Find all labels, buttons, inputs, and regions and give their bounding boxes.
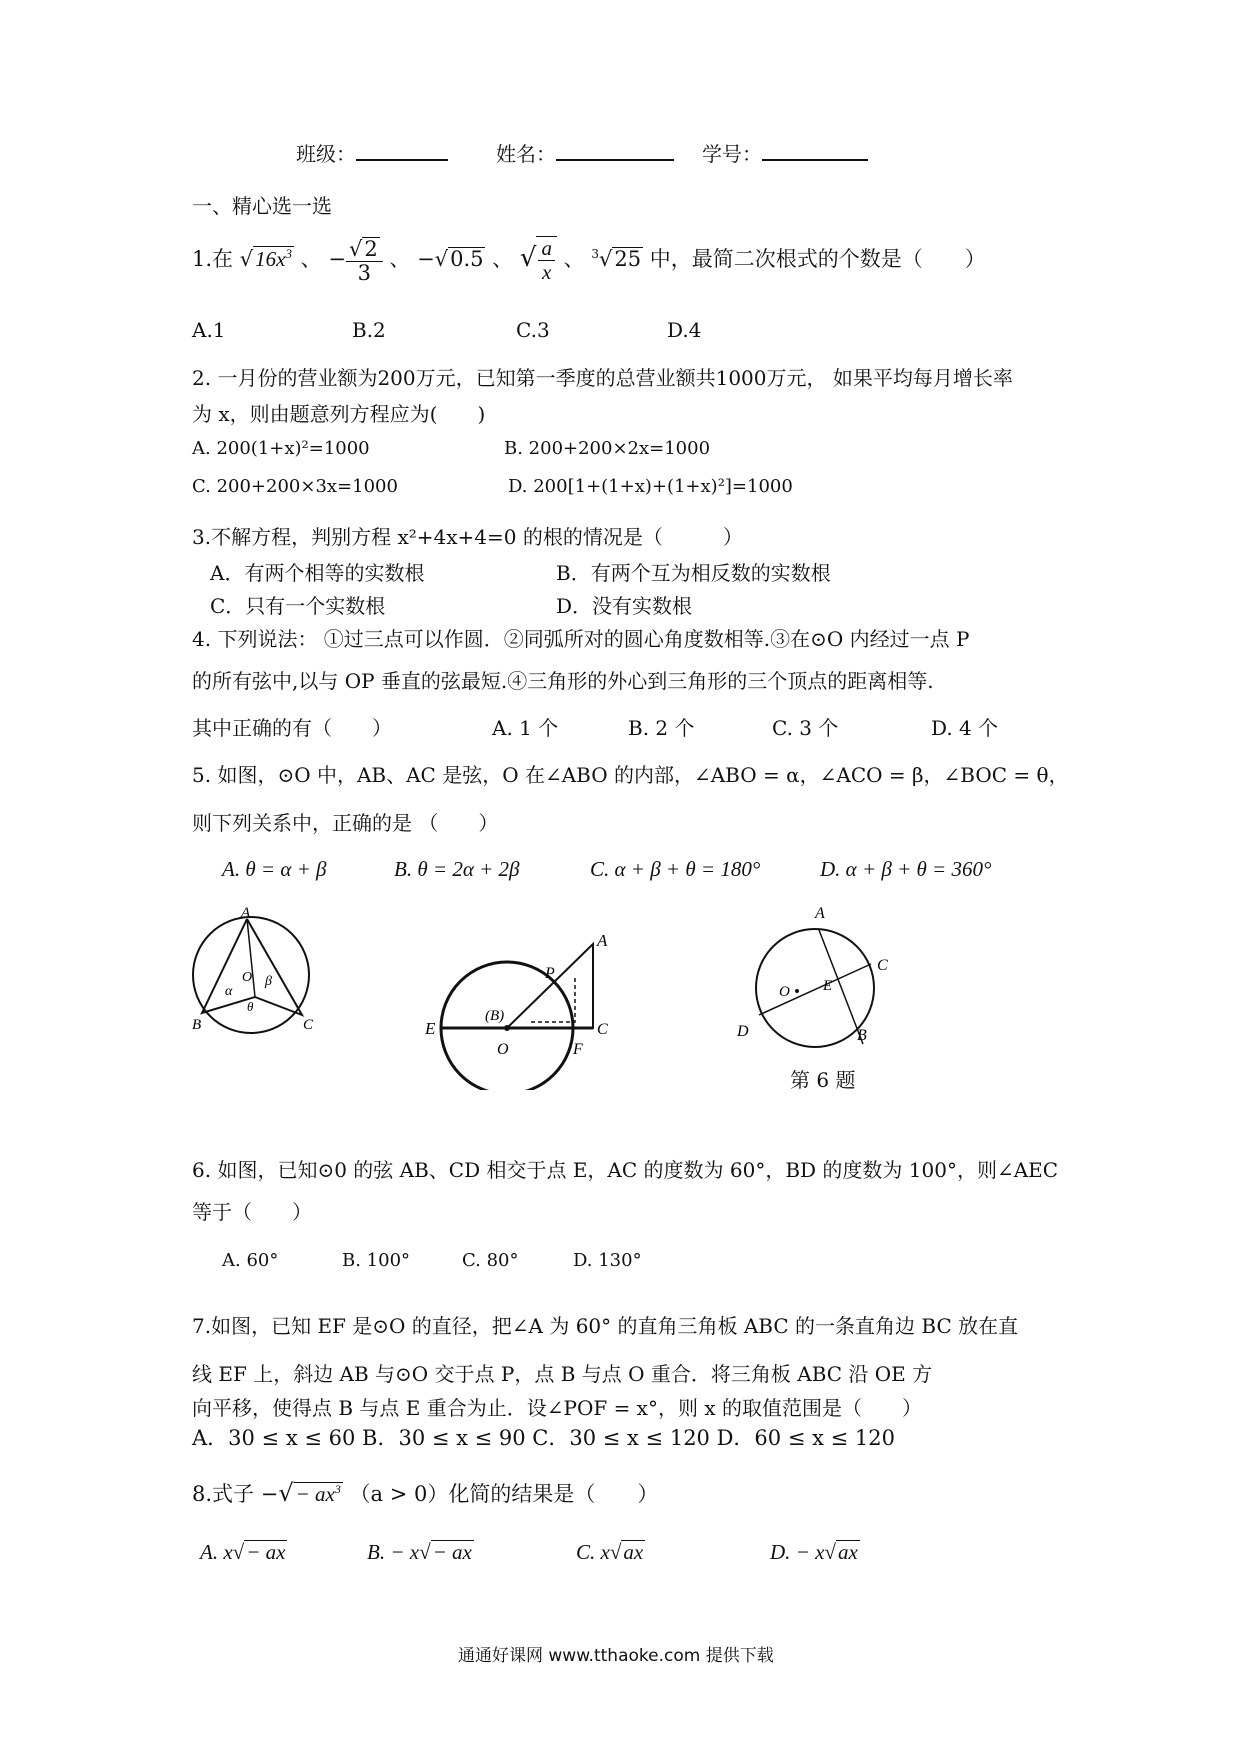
header-name [496,138,674,167]
fig3-label-c: C [877,957,888,974]
q4-line1: 4. 下列说法： ①过三点可以作圆．②同弧所对的圆心角度数相等.③在⊙O 内经过一点 P [192,627,970,651]
q5-option-c[interactable]: C. α + β + θ = 180° [590,857,761,881]
radical-16x3: $√16x^3$ [239,246,292,272]
figure-circle-triangle [185,905,330,1050]
q7-options[interactable]: A．30 ≤ x ≤ 60 B．30 ≤ x ≤ 90 C．30 ≤ x ≤ 120 D．60 ≤ x ≤ 120 [192,1426,895,1450]
fig1-label-b: B [192,1017,202,1033]
name-label: 姓名： [496,142,556,166]
question-8: 8.式子 −√− $ax^3$ （a > 0）化简的结果是（ ） [192,1479,659,1507]
q4-option-d[interactable]: D. 4 个 [931,716,999,740]
q6-line2: 等于（ ） [192,1200,312,1224]
q6-option-a[interactable]: A. 60° [222,1250,279,1271]
question-1: 1.在 $√16x^3$ 、 − $\frac{√2}{3}$ 、 −√0.5 、 √ $\frac{a}{x}$ 、 $^3$√25 中，最简二次根式的个数是（ ） [192,236,986,285]
cube-root-25: 25 [614,247,642,272]
figure-6-caption: 第 6 题 [790,1068,856,1092]
fig2-label-c: C [597,1021,608,1038]
fig3-label-e: E [823,978,833,994]
fig1-label-beta: β [265,974,272,989]
q1-option-c[interactable]: C.3 [516,318,550,342]
q7-line1: 7.如图，已知 EF 是⊙O 的直径，把∠A 为 60° 的直角三角板 ABC 的一条直角边 BC 放在直 [192,1314,1019,1338]
q2-option-c[interactable]: C. 200+200×3x=1000 [192,476,398,497]
q4-line2: 的所有弦中,以与 OP 垂直的弦最短.④三角形的外心到三角形的三个顶点的距离相等. [192,669,934,693]
q8-option-c[interactable]: C. x√ax [576,1540,644,1564]
section-title: 一、精心选一选 [192,194,332,218]
id-blank[interactable] [762,141,868,161]
q4-option-c[interactable]: C. 3 个 [772,716,839,740]
q7-line3: 向平移，使得点 B 与点 E 重合为止．设∠POF = x°，则 x 的取值范围是（ ） [192,1396,922,1420]
q4-line3: 其中正确的有（ ） [192,716,392,740]
fig2-label-p: P [545,965,555,982]
fig1-label-alpha: α [225,984,233,999]
name-blank[interactable] [556,141,674,161]
figure-circle-setsquare [425,930,625,1090]
fig3-label-o: O [779,984,790,1000]
q5-option-d[interactable]: D. α + β + θ = 360° [820,857,992,881]
header-id [702,138,868,167]
q2-line2: 为 x，则由题意列方程应为( ) [192,402,486,426]
q1-option-a[interactable]: A.1 [192,318,226,342]
figure-intersecting-chords [735,898,905,1048]
q8-option-b[interactable]: B. − x√− ax [367,1540,472,1564]
fig1-label-o: O [242,970,253,985]
fig3-label-b: B [857,1027,867,1044]
fig3-label-d: D [737,1023,749,1040]
q2-option-a[interactable]: A. 200(1+x)²=1000 [192,438,370,459]
class-blank[interactable] [356,141,448,161]
q3-option-c[interactable]: C．只有一个实数根 [210,594,386,618]
fig2-label-a: A [597,931,608,950]
fig1-label-a: A [241,905,251,921]
q3-option-d[interactable]: D．没有实数根 [556,594,693,618]
radical-a-over-x: √ [519,243,537,274]
fig3-label-a: A [815,905,825,922]
q1-option-b[interactable]: B.2 [352,318,386,342]
radical-0-5: 0.5 [450,247,484,272]
fig2-label-f: F [573,1041,583,1058]
q4-option-b[interactable]: B. 2 个 [628,716,695,740]
fig1-label-c: C [303,1017,314,1033]
fraction-sqrt2-over-3: $\frac{√2}{3}$ [346,237,383,285]
fig2-label-b: (B) [485,1008,505,1024]
footer: 通通好课网 www.tthaoke.com 提供下载 [458,1646,774,1666]
q5-line1: 5. 如图，⊙O 中，AB、AC 是弦，O 在∠ABO 的内部，∠ABO = α，∠ACO = β，∠BOC = θ， [192,763,1069,787]
q2-option-b[interactable]: B. 200+200×2x=1000 [504,438,711,459]
q2-option-d[interactable]: D. 200[1+(1+x)+(1+x)²]=1000 [508,476,793,497]
header-class [296,138,448,167]
fig1-label-theta: θ [247,999,254,1014]
q5-option-a[interactable]: A. θ = α + β [222,857,327,881]
q3-option-b[interactable]: B．有两个互为相反数的实数根 [556,561,831,585]
q5-option-b[interactable]: B. θ = 2α + 2β [394,857,520,881]
q6-line1: 6. 如图，已知⊙0 的弦 AB、CD 相交于点 E，AC 的度数为 60°，BD 的度数为 100°，则∠AEC [192,1158,1059,1182]
q7-line2: 线 EF 上，斜边 AB 与⊙O 交于点 P，点 B 与点 O 重合．将三角板 ABC 沿 OE 方 [192,1362,933,1386]
fig2-label-e: E [425,1019,436,1038]
q6-option-d[interactable]: D. 130° [573,1250,642,1271]
q5-line2: 则下列关系中，正确的是 （ ） [192,811,499,835]
q4-option-a[interactable]: A. 1 个 [492,716,559,740]
q3-option-a[interactable]: A．有两个相等的实数根 [210,561,425,585]
q6-option-c[interactable]: C. 80° [462,1250,519,1271]
class-label: 班级： [296,142,356,166]
q1-option-d[interactable]: D.4 [667,318,702,342]
id-label: 学号： [702,142,762,166]
q8-option-a[interactable]: A. x√− ax [200,1540,286,1564]
q8-option-d[interactable]: D. − x√ax [770,1540,858,1564]
q6-option-b[interactable]: B. 100° [342,1250,411,1271]
q3-stem: 3.不解方程，判别方程 x²+4x+4=0 的根的情况是（ ） [192,525,743,549]
q2-line1: 2. 一月份的营业额为200万元，已知第一季度的总营业额共1000万元， 如果平均每月增长率 [192,366,1013,390]
fig2-label-o: O [497,1041,509,1058]
